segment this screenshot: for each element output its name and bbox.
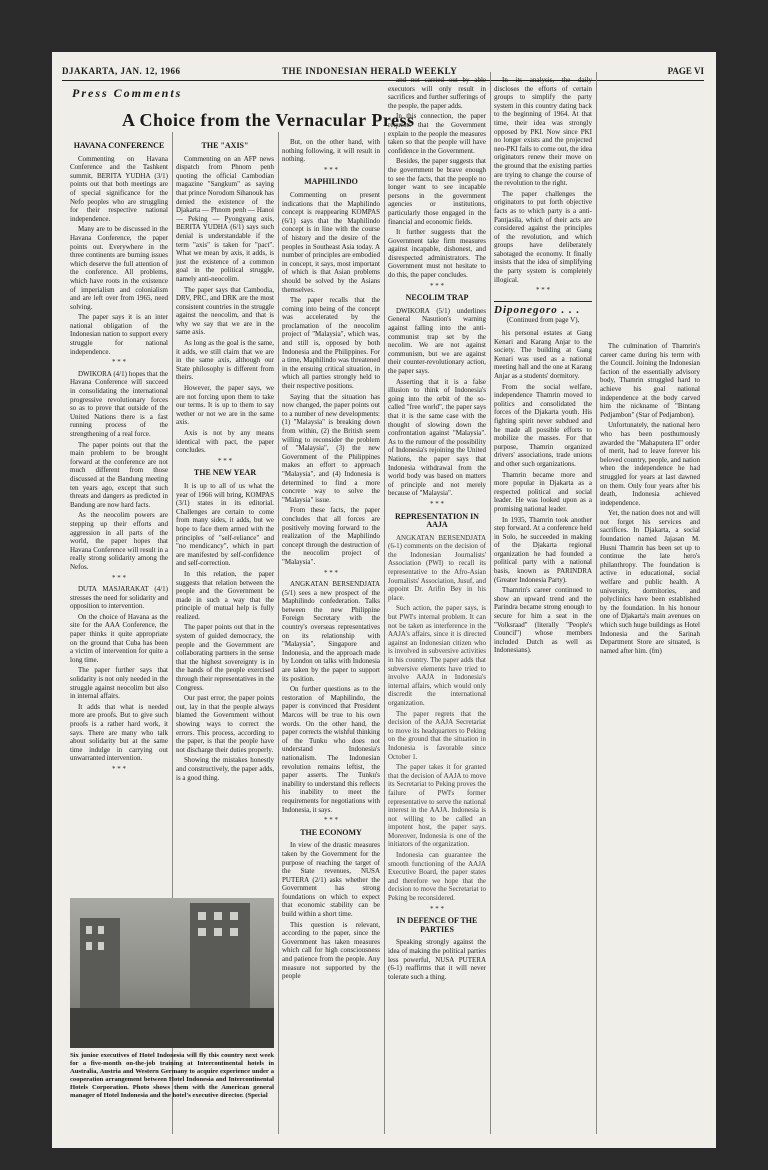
paragraph: Commenting on present indications that the Maphilindo concept is reappearing KOMPAS (6/1) says that the Maphilindo concept is in line with the course of history and the desire of the peoples in Southeast Asia today. A number of principles are embodied in concept, it says, most important of which is that Asian problems should be solved by the Asians themselves. — [282, 190, 380, 294]
article-heading: NECOLIM TRAP — [405, 293, 469, 303]
paragraph: In view of the drastic measures taken by the Government for the purpose of reaching the target of the State revenues, NUSA PUTERA (2/1) asks whether the Government has strong foundations on which to expect that economic stability can be build within a short time. — [282, 841, 380, 919]
paragraph: The culmination of Thamrin's career came during his term with the Council. Joining the Indonesian faction of the essentially advisory body, Thamrin struggled hard to achieve his goal national independence at the body carved him the nickname of "Bintang Pedjambon" (Star of Pedjambon). — [600, 342, 700, 419]
paragraph: DUTA MASJARAKAT (4/1) stresses the need for solidarity and opposition to intervention. — [70, 585, 168, 611]
separator: * * * — [112, 764, 126, 773]
newspaper-page — [52, 52, 716, 1148]
paragraph: Axis is not by any means identical with pact, the paper concludes. — [176, 429, 274, 455]
paragraph: The paper says it is an inter national obligation of the Indonesian nation to support every struggle for national independence. — [70, 313, 168, 356]
paragraph: Thamrin became more and more popular in Djakarta as a respected political and social leader. He was looked upon as a promising national leader. — [494, 470, 592, 513]
paragraph: From the social welfare, independence Thamrin moved to politics and consolidated the forces of the Djakarta youth. His fighting spirit never subdued and he made all possible efforts to mobilize the masses. For that purpose, Thamrin organized drivers' associations, trade unions and other such organizations. — [494, 382, 592, 468]
paragraph: It is up to all of us what the year of 1966 will bring, KOMPAS (3/1) states in its editorial. Challenges are certain to come from many sides, it adds, but we hope to face them armed with the principles of "self-reliance" and "no mendicancy", which in part are manifested by self-confidence and self-correction. — [176, 481, 274, 568]
section-label: Press Comments — [72, 86, 183, 100]
column-2 — [176, 138, 274, 892]
article-heading: HAVANA CONFERENCE — [73, 141, 165, 150]
paragraph: On further questions as to the restoration of Maphilindo, the paper is convinced that President Marcos will be true to his own words. On the other hand, the paper corrects the wishful thinking of the Tunku who does not understand Indonesia's nationalism. The Indonesian revolution remains leftist, the paper asserts. The Tunku's inability to understand this reflects his inability to meet the requirements for negotiations with Indonesia, it says. — [282, 685, 380, 814]
separator: * * * — [112, 358, 126, 367]
article-title: Diponegoro . . . — [494, 301, 592, 315]
paragraph: In 1935, Thamrin took another step forward. At a conference held in Solo, he succeeded in making of the Djakarta regional organization he had founded a political party with a national basis, known as PARINDRA (Greater Indonesia Party). — [494, 515, 592, 584]
paragraph: Showing the mistakes honestly and constructively, the paper adds, is a good thing. — [176, 756, 274, 782]
masthead-date: DJAKARTA, JAN. 12, 1966 — [62, 66, 181, 76]
paragraph: Such action, the paper says, is but PWI's internal problem. It can not be taken as interference in the AAJA's affairs, since it is directed against an Indonesian citizen who is involved in subversive activities in his country. The paper adds that subversive elements have tried to involve AAJA in Indonesia's internal affairs, which would only discredit the international organization. — [388, 604, 486, 707]
paragraph: It adds that what is needed more are proofs. But to give such proofs is a rather hard work, it says. There are many who talk about solidarity but at the same time indulge in carrying out unwarranted intervention. — [70, 702, 168, 763]
paragraph: As long as the goal is the same, it adds, we still claim that we are in the same axis, although our State philosophy is different from theirs. — [176, 339, 274, 382]
paragraph: The paper challenges the originators to put forth objective facts as to which party is a anti-Pantjasila, which of their acts are considered against the principles of the revolution, and which groups have deliberately sabotaged the economy. It finally insists that the idea of simplifying the party system is completely illogical. — [494, 189, 592, 284]
paragraph: In this connection, the paper requests that the Government explain to the people the measures taken so that the people will have confidence in the Government. — [388, 112, 486, 155]
article-heading: REPRESENTATION IN AAJA — [395, 511, 479, 530]
masthead-title: THE INDONESIAN HERALD WEEKLY — [282, 66, 458, 76]
paragraph: Asserting that it is a false illusion to think of Indonesia's going into the orbit of the so-called "free world", the paper says that it is the same case with the thought of slowing down the confrontation against "Malaysia". As to the rumour of the possibility of Indonesia's rejoining the United Nations, the paper says that Indonesia withdrawal from the world body was based on matters of principle and not merely because of "Malaysia". — [388, 377, 486, 498]
news-photo — [70, 898, 274, 1048]
separator: * * * — [324, 568, 338, 577]
column-1 — [70, 138, 168, 892]
separator: * * * — [112, 573, 126, 582]
article-heading: IN DEFENCE OF THE PARTIES — [396, 916, 478, 934]
column-4 — [388, 76, 486, 1136]
column-6 — [600, 342, 700, 1136]
paragraph: The paper recalls that the coming into being of the concept was accelerated by the proclamation of the neocolim project of "Malaysia", which was, and still is, opposed by both Indonesia and the Philippines. For a time, Maphilindo was threatened in the ensuing critical situation, in which all parties strongly held to their respective positions. — [282, 296, 380, 391]
paragraph: From these facts, the paper concludes that all forces are positively moving forward to the realization of the Maphilindo concept through the destruction of the neocolim project of "Malaysia". — [282, 506, 380, 566]
paragraph: ANGKATAN BERSENDJATA (5/1) sees a new prospect of the Maphilindo confederation. Talks between the new Philippine Foreign Secretary with the country's overseas representatives on its relationship with "Malaysia", Singapore and Indonesia, and the approach made by London on talks with Indonesia are taken by the paper to support its position. — [282, 580, 380, 683]
paragraph: But, on the other hand, with nothing following, it will result in nothing. — [282, 138, 380, 164]
paragraph: Commenting on an AFP news dispatch from Phnom penh quoting the official Cambodian magazine "Sangkum" as saying that prince Norodom Sihanouk has denied the existence of the Djakarta — Phnom penh — Hanoi — Peking — Pyongyang axis, BERITA YUDHA (6/1) says such denial is understandable if the term "axis" is taken for "pact". What we mean by axis, it adds, is just the existence of a common goal in the political struggle, namely anti-neocolim. — [176, 154, 274, 283]
paragraph: As the neocolim powers are stepping up their efforts and aggression in all parts of the world, the paper hopes that Havana Conference will result in a really strong solidarity among the Nefos. — [70, 511, 168, 571]
paragraph: It further suggests that the Government take firm measures against incapable, dishonest, and disrespected administrators. The Government must not hesitate to do this, the paper concludes. — [388, 228, 486, 280]
paragraph: Speaking strongly against the idea of making the political parties less powerful, NUSA PUTERA (6-1) reaffirms that it will never tolerate such a thing. — [388, 938, 486, 981]
paragraph: Many are to be discussed in the Havana Conference, the paper points out. Everywhere in the three continents are burning issues which deserve the full attention of the conference. All problems, which have roots in the existence of imperialism and colonialism and are left over from 1965, need solving. — [70, 225, 168, 311]
paragraph: his personal estates at Gang Kenari and Karang Anjar to the society. The building at Gang Kenari was used as a national meeting hall and the one at Karang Anjar as a students' dormitory. — [494, 329, 592, 380]
separator: * * * — [218, 456, 232, 465]
photo-caption: Six junior executives of Hotel Indonesia will fly this country next week for a five-month on-the-job training at Intercontinental hotels in Australia, Austria and Western Germany to acquire experience under a cooperation arrangement between Hotel Indonesia and Intercontinental Hotels Corporation. Photo shows them with the American general manager of Hotel Indonesia and the hotel's executive director. (Special — [70, 1052, 274, 1099]
paragraph: In this relation, the paper suggests that relation between the people and the Government be made in such a way that the principle of mutual help is fully realized. — [176, 569, 274, 621]
article-heading: MAPHILINDO — [304, 177, 358, 187]
column-rule — [490, 72, 491, 1134]
separator: * * * — [536, 286, 550, 295]
headline: A Choice from the Vernacular Press — [122, 110, 415, 130]
column-rule — [278, 132, 279, 1134]
separator: * * * — [430, 904, 444, 913]
paragraph: In its analysis, the daily discloses the efforts of certain groups to simplify the party system in this country dating back to the beginning of 1964. At that time, their idea was strongly opposed by PKI. Now since PKI no longer exists and the projected neo-PKI fails to come out, the idea originators renew their move on the ground that the existing parties are trying to change the course of the revolution to the right. — [494, 76, 592, 188]
column-rule — [384, 132, 385, 1134]
paragraph: Unfortunately, the national hero who has been posthumously awarded the "Mahaputera II" order of merit, had to leave forever his beloved country, people, and nation when the independence he had struggled for years at last dawned on them. Only four years after his death, Indonesia achieved independence. — [600, 421, 700, 507]
article-heading: THE "AXIS" — [201, 141, 249, 150]
paragraph: Saying that the situation has now changed, the paper points out to a number of new developments: (1) "Malaysia" is breaking down from within, (2) the British seem willing to reconsider the problem of "Malaysia", (3) the new Government of the Philippines makes an effort to approach "Malaysia", and (4) Indonesia is determined to find a more concrete way to solve the "Malaysia" issue. — [282, 392, 380, 504]
paragraph: Our past error, the paper points out, lay in that the people always blamed the Government without showing ways to correct the errors. This process, according to the paper, is that the people have not discharge their duties properly. — [176, 694, 274, 754]
paragraph: Besides, the paper suggests that the government be brave enough to see the facts, that the people no longer want to see incapable persons in the government agencies or institutions, particularly those engaged in the financial and economic fields. — [388, 157, 486, 226]
masthead-page: PAGE VI — [667, 66, 704, 76]
column-rule — [596, 72, 597, 1134]
column-3 — [282, 138, 380, 1136]
article-heading: THE ECONOMY — [300, 827, 362, 837]
paragraph: The paper points out that in the system of guided democracy, the people and the Government are collaborating partners in the sense that the highest sovereignty is in the hands of the people exercised through their representatives in the Congress. — [176, 623, 274, 692]
paragraph: This question is relevant, according to the paper, since the Government has taken measures which call for high consciousness and patience from the people. Any measure not supported by the people — [282, 920, 380, 981]
paragraph: The paper further says that solidarity is not only needed in the struggle against neocolim but also in internal affairs. — [70, 666, 168, 701]
paragraph: Indonesia can guarantee the smooth functioning of the AAJA Executive Board, the paper states and therefore we hope that the decision to move the Secretariat to Peking be reconsidered. — [388, 851, 486, 903]
paragraph: The paper says that Cambodia, DRV, PRC, and DRK are the most consistent countries in the struggle against the neocolim, and that is why we say that we are in the same axis. — [176, 285, 274, 337]
paragraph: Commenting on Havana Conference and the Tashkent summit, BERITA YUDHA (3/1) points out that both meetings are of special significance for the Nefo peoples who are struggling for their respective national independence. — [70, 154, 168, 223]
paragraph: ANGKATAN BERSENDJATA (6-1) comments on the decision of the Indonesian Journalists' Association (PWI) to recall its representative to the Afro-Asian Journalists' Association, Jusuf, and appoint Dr. Arifin Bey in his place. — [388, 533, 486, 602]
separator: * * * — [324, 816, 338, 825]
masthead — [62, 66, 704, 81]
paragraph: and not carried out by able executors will only result in sacrifices and further sufferings of the people, the paper adds. — [388, 76, 486, 110]
paragraph: The paper points out that the main problem to be brought forward at the conference are not much different from those discussed at the Bandung meeting ten years ago, except that such threats and dangers as predicted in Bandung are now hard facts. — [70, 440, 168, 509]
separator: * * * — [430, 281, 444, 290]
paragraph: The paper regrets that the decision of the AAJA Secretariat to move its headquarters to Peking on the ground that the situation in Indonesia is favorable since October 1. — [388, 709, 486, 761]
paragraph: Thamrin's career continued to show an upward trend and the Parindra became strong enough to secure for him a seat in the "Volksraad" (literally "People's Council") whose members included Dutch as well as Indonesians). — [494, 586, 592, 655]
separator: * * * — [430, 499, 444, 508]
paragraph: The paper takes it for granted that the decision of AAJA to move its Secretariat to Peking proves the failure of PWI's former representative to serve the national interest in the AAJA. Indonesia is not willing to be called an impotent host, the paper says. Moreover, Indonesia is one of the initiators of the organization. — [388, 763, 486, 849]
paragraph: Yet, the nation does not and will not forget his services and sacrifices. In Djakarta, a social foundation named Jajasan M. Husni Thamrin has been set up to continue the late hero's philanthropy. The foundation is active in educational, social welfare and public health. A university, dormitories, and polyclinics have been established by the foundation. In his honour one of Djakarta's main avenues on which such huge buildings as Hotel Indonesia and the Sarinah Department Store are situated, is named after him. (fm) — [600, 509, 700, 655]
paragraph: On the choice of Havana as the site for the AAA Conference, the paper thinks it quite appropriate on the ground that Cuba has been a victim of intervention for quite a long time. — [70, 612, 168, 664]
article-heading: THE NEW YEAR — [193, 468, 257, 478]
continued-note: (Continued from page V), — [506, 316, 580, 325]
column-5 — [494, 76, 592, 1136]
separator: * * * — [324, 165, 338, 174]
paragraph: However, the paper says, we are not forcing upon them to take our terms. It is up to them to say wether or not we are in the same axis. — [176, 384, 274, 427]
paragraph: DWIKORA (5/1) underlines General Nasution's warning against falling into the anti-communist trap set by the necolim. We are not against communism, but we are against their counter-revolutionary action, the paper says. — [388, 306, 486, 375]
paragraph: DWIKORA (4/1) hopes that the Havana Conference will succeed in consolidating the international progressive revolutionary forces so as to prove that outside of the United Nations there is a fast running process of the strengthening of a real force. — [70, 369, 168, 438]
